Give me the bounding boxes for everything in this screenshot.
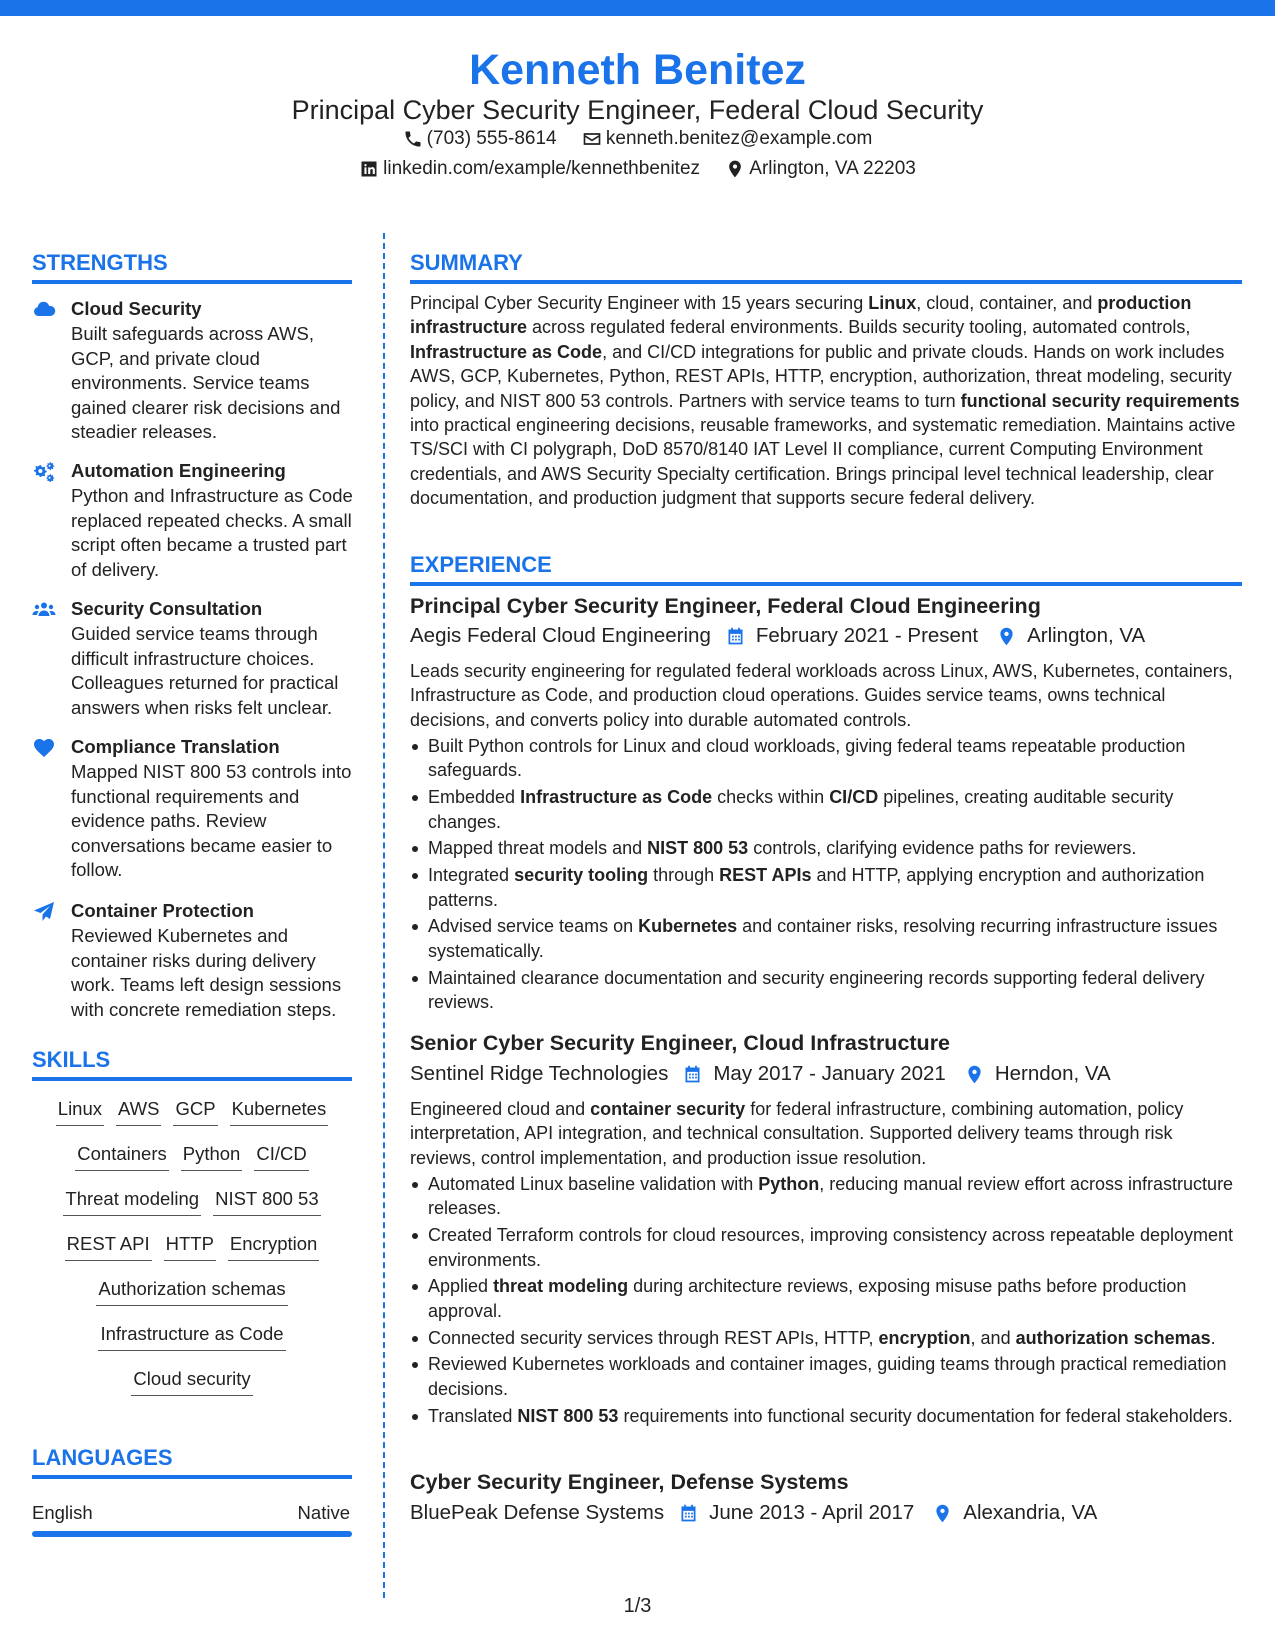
text-run: Embedded (428, 787, 521, 808)
bold-text: security tooling (514, 865, 649, 886)
job-company: Aegis Federal Cloud Engineering (410, 624, 711, 647)
language-level-bar (32, 1531, 352, 1537)
skill-tag: Encryption (228, 1231, 319, 1261)
bullet-item (410, 1326, 1240, 1350)
strength-description: Built safeguards across AWS, GCP, and private cloud environments. Service teams gained clearer risk decisions and steadier releases. (71, 323, 341, 442)
skill-tag: AWS (116, 1096, 161, 1126)
skill-tag: Containers (75, 1141, 168, 1171)
bullet-item (410, 836, 1240, 860)
text-run: Principal Cyber Security Engineer with 15 years securing (410, 293, 869, 313)
strength-title: Container Protection (71, 900, 254, 921)
job-meta (410, 1059, 1111, 1089)
bold-text: functional security requirements (960, 390, 1240, 411)
experience-rule (410, 582, 1242, 586)
bullet-item (410, 1223, 1240, 1272)
paper-plane-icon (32, 900, 56, 924)
skill-tag: REST API (65, 1231, 152, 1261)
summary-text (410, 291, 1240, 511)
experience-heading: EXPERIENCE (410, 552, 552, 577)
text-run: Built Python controls for Linux and cloud workloads, giving federal teams repeatable production safeguards. (428, 736, 1186, 781)
calendar-icon (725, 626, 746, 647)
skill-tag: GCP (173, 1096, 217, 1126)
job-dates: May 2017 - January 2021 (713, 1062, 946, 1085)
phone-text: (703) 555-8614 (426, 128, 557, 149)
skills-row (32, 1231, 352, 1261)
text-run: Engineered cloud and (410, 1099, 591, 1119)
text-run: Automated Linux baseline validation with (428, 1174, 759, 1194)
job-location: Arlington, VA (1027, 624, 1146, 647)
skill-tag: Authorization schemas (96, 1276, 287, 1306)
text-run: , reducing manual review effort across infrastructure releases. (428, 1174, 1234, 1219)
bullet-item (410, 914, 1240, 963)
job-summary (410, 1097, 1240, 1170)
languages-rule (32, 1475, 352, 1479)
skills-row (32, 1186, 352, 1216)
column-divider (383, 233, 385, 1598)
contact-row-2 (0, 154, 1275, 189)
email-text: kenneth.benitez@example.com (605, 128, 873, 149)
text-run: Integrated (428, 865, 515, 886)
strength-description: Guided service teams through difficult infrastructure choices. Colleagues returned for practical answers when risks felt unclear. (71, 623, 339, 718)
bullet-item (410, 863, 1240, 912)
phone-contact[interactable] (403, 124, 557, 154)
strength-description: Mapped NIST 800 53 controls into functional requirements and evidence paths. Review conversations became easier to follow. (71, 761, 352, 880)
bold-text: CI/CD (829, 787, 879, 808)
bold-text: container security (590, 1099, 746, 1119)
bold-text: Infrastructure as Code (520, 787, 713, 808)
job-location: Alexandria, VA (963, 1501, 1098, 1524)
text-run: Translated (428, 1405, 518, 1426)
users-icon (32, 598, 56, 622)
text-run: Maintained clearance documentation and security engineering records supporting federal delivery reviews. (428, 967, 1205, 1013)
job-company: Sentinel Ridge Technologies (410, 1062, 669, 1085)
cloud-icon (32, 298, 56, 322)
bold-text: authorization schemas (1015, 1327, 1211, 1348)
bullet-item (410, 734, 1240, 783)
linkedin-contact[interactable] (359, 154, 700, 184)
job-location: Herndon, VA (994, 1062, 1111, 1085)
skills-heading: SKILLS (32, 1047, 111, 1072)
job-meta (410, 1498, 1097, 1528)
skills-rule (32, 1077, 352, 1081)
page-number: 1/3 (623, 1595, 652, 1617)
skill-tag: CI/CD (254, 1141, 308, 1171)
text-run: during architecture reviews, exposing misuse paths before production approval. (428, 1276, 1187, 1321)
bullet-item (410, 1172, 1240, 1221)
skill-tag: Linux (56, 1096, 104, 1126)
job-title: Senior Cyber Security Engineer, Cloud Infrastructure (410, 1031, 951, 1055)
text-run: , and CI/CD integrations for public and private clouds. Hands on work includes AWS, GCP, Kubernetes, Python, REST APIs, HTTP, encryption, authorization, threat modeling, security policy, and NIST 800 53 controls. Partners with service teams to turn (410, 341, 1232, 411)
text-run: through (648, 865, 720, 886)
text-run: checks within (712, 787, 830, 808)
job-meta (410, 621, 1145, 651)
bold-text: REST APIs (719, 865, 812, 886)
text-run: Advised service teams on (428, 916, 639, 937)
skills-row (32, 1276, 352, 1306)
map-pin-icon (996, 626, 1017, 647)
text-run: pipelines, creating auditable security changes. (428, 787, 1174, 832)
text-run: for federal infrastructure, combining automation, policy interpretation, API integration, and technical consultation. Supported delivery teams through risk reviews, control implementation, and production issue resolution. (410, 1099, 1184, 1168)
top-accent-bar (0, 0, 1275, 16)
languages-heading: LANGUAGES (32, 1445, 173, 1470)
job-company: BluePeak Defense Systems (410, 1501, 665, 1524)
bold-text: Python (758, 1174, 820, 1194)
job-bullets (410, 734, 1240, 1017)
job-summary (410, 659, 1240, 732)
strength-title: Cloud Security (71, 298, 202, 319)
map-pin-icon (932, 1503, 953, 1524)
text-run: Applied (428, 1276, 494, 1297)
job-title: Cyber Security Engineer, Defense Systems (410, 1470, 849, 1494)
bullet-item (410, 1274, 1240, 1323)
envelope-icon (582, 129, 602, 149)
bullet-item (410, 1352, 1240, 1401)
strengths-rule (32, 280, 352, 284)
job-dates: February 2021 - Present (755, 624, 979, 647)
text-run: . (1210, 1327, 1216, 1348)
bold-text: NIST 800 53 (517, 1405, 619, 1426)
bold-text: NIST 800 53 (647, 838, 749, 859)
calendar-icon (678, 1503, 699, 1524)
text-run: into practical engineering decisions, reusable frameworks, and systematic remediation. Maintains active TS/SCI with CI polygraph, DoD 8570/8140 IAT Level II compliance, current Computing Environment credentials, and AWS Security Specialty certification. Brings principal level technical leadership, clear documentation, and production judgment that supports secure federal delivery. (410, 415, 1236, 509)
text-run: Mapped threat models and (428, 838, 648, 859)
strengths-heading: STRENGTHS (32, 250, 168, 275)
skill-tag: Kubernetes (230, 1096, 329, 1126)
summary-rule (410, 280, 1242, 284)
strength-description: Reviewed Kubernetes and container risks during delivery work. Teams left design sessions with concrete remediation steps. (71, 925, 342, 1020)
text-run: , and (970, 1327, 1016, 1348)
skill-tag: Cloud security (131, 1366, 252, 1396)
linkedin-icon (359, 159, 379, 179)
bold-text: production infrastructure (410, 293, 1192, 338)
text-run: and HTTP, applying encryption and authorization patterns. (428, 865, 1205, 910)
skill-tag: Threat modeling (63, 1186, 201, 1216)
map-pin-icon (725, 159, 745, 179)
job-title: Principal Cyber Security Engineer, Federal Cloud Engineering (410, 594, 1041, 618)
gears-icon (32, 460, 56, 484)
skills-row (32, 1141, 352, 1171)
job-bullets (410, 1172, 1240, 1430)
skills-row (32, 1096, 352, 1126)
strength-description: Python and Infrastructure as Code replaced repeated checks. A small script often became a trusted part of delivery. (71, 485, 353, 580)
summary-heading: SUMMARY (410, 250, 523, 275)
text-run: Connected security services through REST APIs, HTTP, (428, 1327, 879, 1348)
text-run: Created Terraform controls for cloud resources, improving consistency across repeatable deployment environments. (428, 1225, 1234, 1270)
email-contact[interactable] (582, 124, 872, 154)
language-level: Native (297, 1502, 350, 1523)
strength-title: Security Consultation (71, 598, 263, 619)
location-contact (725, 154, 916, 184)
location-text: Arlington, VA 22203 (749, 158, 916, 179)
text-run: and container risks, resolving recurring infrastructure issues systematically. (428, 916, 1218, 961)
text-run: Reviewed Kubernetes workloads and container images, guiding teams through practical remediation decisions. (428, 1354, 1227, 1399)
skill-tag: NIST 800 53 (213, 1186, 321, 1216)
text-run: controls, clarifying evidence paths for reviewers. (748, 838, 1137, 859)
text-run: across regulated federal environments. Builds security tooling, automated controls, (527, 317, 1191, 338)
text-run: , cloud, container, and (916, 293, 1098, 313)
bullet-item (410, 1404, 1240, 1428)
skill-tag: Python (181, 1141, 243, 1171)
bullet-item (410, 966, 1240, 1015)
bold-text: encryption (878, 1327, 971, 1348)
candidate-headline: Principal Cyber Security Engineer, Federal Cloud Security (291, 95, 984, 125)
calendar-icon (682, 1064, 703, 1085)
bold-text: threat modeling (493, 1276, 629, 1297)
linkedin-text: linkedin.com/example/kennethbenitez (383, 158, 701, 179)
text-run: Leads security engineering for regulated federal workloads across Linux, AWS, Kubernetes, containers, Infrastructure as Code, and production cloud operations. Guides service teams, owns technical decisions, and converts policy into durable automated controls. (410, 661, 1233, 730)
bold-text: Infrastructure as Code (410, 341, 603, 362)
bullet-item (410, 785, 1240, 834)
candidate-name: Kenneth Benitez (469, 46, 806, 94)
map-pin-icon (964, 1064, 985, 1085)
skills-row (32, 1366, 352, 1396)
heart-icon (32, 736, 56, 760)
skills-row (32, 1321, 352, 1351)
text-run: requirements into functional security documentation for federal stakeholders. (618, 1405, 1233, 1426)
strength-title: Automation Engineering (71, 460, 286, 481)
language-name: English (32, 1502, 93, 1523)
job-dates: June 2013 - April 2017 (709, 1501, 915, 1524)
strength-title: Compliance Translation (71, 736, 280, 757)
phone-icon (403, 129, 423, 149)
skill-tag: Infrastructure as Code (98, 1321, 285, 1351)
skill-tag: HTTP (164, 1231, 216, 1261)
bold-text: Linux (868, 293, 917, 313)
bold-text: Kubernetes (638, 916, 738, 937)
